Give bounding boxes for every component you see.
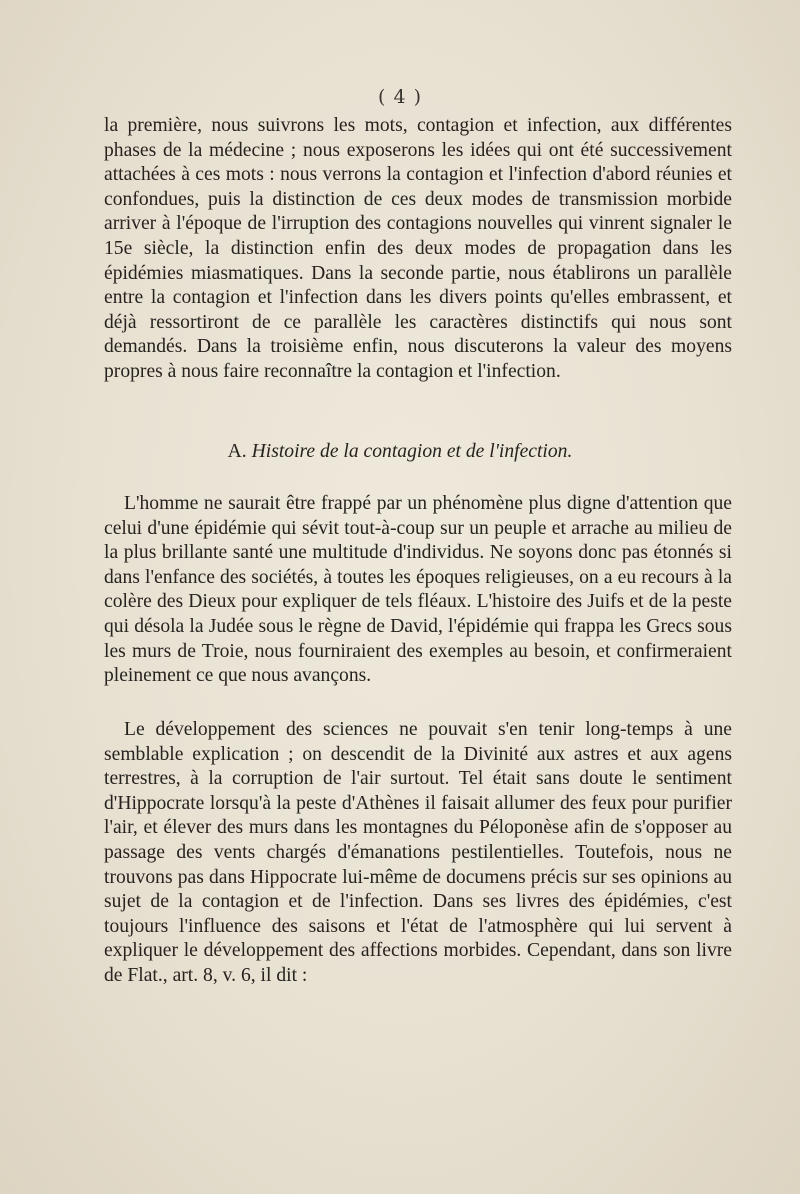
- paragraph-text: Le développement des sciences ne pouvait s'en tenir long-temps à une semblable explication ; on descendit de la Divinité aux astres et aux agens terrestres, à la corruption de l'air surtout. Tel était sans doute le sentiment d'Hippocrate lorsqu'à la peste d'Athènes il faisait allumer des feux pour purifier l'air, et élever des murs dans les montagnes du Péloponèse afin de s'opposer au passage des vents chargés d'émanations pestilentielles. Toutefois, nous ne trouvons pas dans Hippocrate lui-même de documens précis sur ses opinions au sujet de la contagion et de l'infection. Dans ses livres des épidémies, c'est toujours l'influence des saisons et l'état de l'atmosphère qui lui servent à expliquer le développement des affections morbides. Cependant, dans son livre de Flat., art. 8, v. 6, il dit :: [104, 719, 732, 986]
- paragraph-history: [104, 492, 732, 689]
- paragraph-text: L'homme ne saurait être frappé par un phénomène plus digne d'attention que celui d'une épidémie qui sévit tout-à-coup sur un peuple et arrache au milieu de la plus brillante santé une multitude d'individus. Ne soyons donc pas étonnés si dans l'enfance des sociétés, à toutes les époques religieuses, on a eu recours à la colère des Dieux pour expliquer de tels fléaux. L'histoire des Juifs et de la peste qui désola la Judée sous le règne de David, l'épidémie qui frappa les Grecs sous les murs de Troie, nous fourniraient des exemples au besoin, et confirmeraient pleinement ce que nous avançons.: [104, 493, 732, 687]
- paragraph-introduction: [104, 114, 732, 385]
- section-heading: [0, 441, 800, 463]
- paragraph-text: la première, nous suivrons les mots, contagion et infection, aux différentes phases de la médecine ; nous exposerons les idées qui ont été successivement attachées à ces mots : nous verrons la contagion et l'infection d'abord réunies et confondues, puis la distinction de ces deux modes de transmission morbide arriver à l'époque de l'irruption des contagions nouvelles qui vinrent signaler le 15e siècle, la distinction enfin des deux modes de propagation dans les épidémies miasmatiques. Dans la seconde partie, nous établirons un parallèle entre la contagion et l'infection dans les divers points qu'elles embrassent, et déjà ressortiront de ce parallèle les caractères distinctifs qui nous sont demandés. Dans la troisième enfin, nous discuterons la valeur des moyens propres à nous faire reconnaître la contagion et l'infection.: [104, 115, 732, 382]
- page-number: ( 4 ): [378, 86, 422, 108]
- paragraph-hippocrates: [104, 718, 732, 989]
- section-heading-prefix: A.: [227, 441, 247, 462]
- section-heading-title: Histoire de la contagion et de l'infection.: [251, 441, 573, 462]
